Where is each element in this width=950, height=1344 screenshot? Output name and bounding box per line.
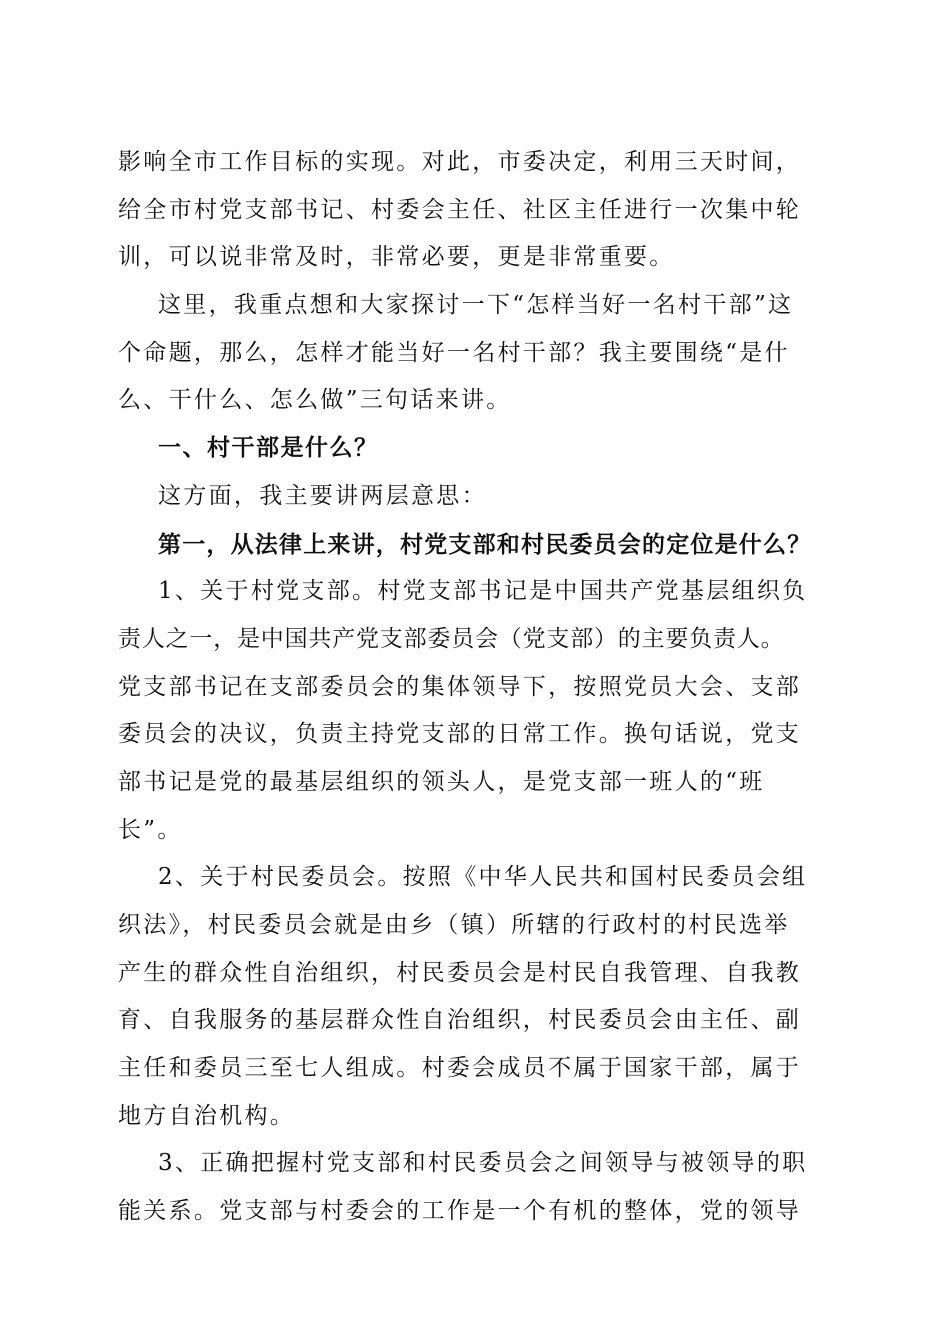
subsection-heading: 第一，从法律上来讲，村党支部和村民委员会的定位是什么？ [158,530,812,558]
body-line: 党支部书记在支部委员会的集体领导下，按照党员大会、支部 [118,673,802,700]
body-line: 责人之一，是中国共产党支部委员会（党支部）的主要负责人。 [118,625,785,652]
body-line: 产生的群众性自治组织，村民委员会是村民自我管理、自我教 [118,959,802,986]
paragraph-first-line: 这方面，我主要讲两层意思： [158,482,487,509]
paragraph-first-line: 2、关于村民委员会。按照《中华人民共和国村民委员会组 [158,864,808,891]
body-line: 影响全市工作目标的实现。对此，市委决定，利用三天时间， [118,149,802,175]
section-heading: 一、村干部是什么？ [158,435,379,462]
paragraph-first-line: 3、正确把握村党支部和村民委员会之间领导与被领导的职 [158,1150,808,1177]
body-line: 委员会的决议，负责主持党支部的日常工作。换句话说，党支 [118,721,802,748]
body-line: 给全市村党支部书记、村委会主任、社区主任进行一次集中轮 [118,196,802,223]
paragraph-first-line: 这里，我重点想和大家探讨一下“怎样当好一名村干部”这 [158,292,794,319]
paragraph-first-line: 1、关于村党支部。村党支部书记是中国共产党基层组织负 [158,578,808,605]
body-line: 长”。 [118,816,183,843]
body-line: 能关系。党支部与村委会的工作是一个有机的整体，党的领导 [118,1198,802,1225]
document-body [118,139,840,1236]
body-line: 训，可以说非常及时，非常必要，更是非常重要。 [118,244,675,271]
body-line: 育、自我服务的基层群众性自治组织，村民委员会由主任、副 [118,1007,802,1034]
body-line: 织法》，村民委员会就是由乡（镇）所辖的行政村的村民选举 [118,912,790,938]
body-line: 部书记是党的最基层组织的领头人，是党支部一班人的“班 [118,768,765,795]
body-line: 地方自治机构。 [118,1102,296,1129]
body-line: 么、干什么、怎么做”三句话来讲。 [118,387,512,414]
body-line: 个命题，那么，怎样才能当好一名村干部？我主要围绕“是什 [118,339,790,366]
body-line: 主任和委员三至七人组成。村委会成员不属于国家干部，属于 [118,1055,802,1082]
